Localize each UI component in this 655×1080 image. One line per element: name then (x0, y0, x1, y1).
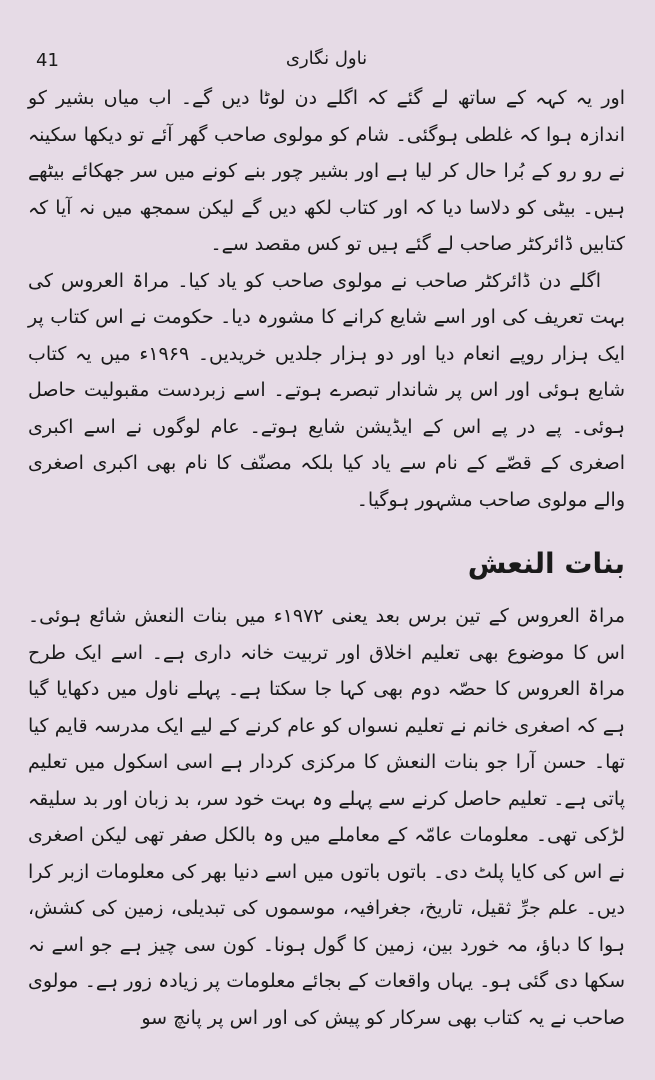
running-head: ناول نگاری (285, 48, 368, 69)
paragraph-1: اور یہ کہہ کے ساتھ لے گئے کہ اگلے دن لوٹا دیں گے۔ اب میاں بشیر کو اندازہ ہوا کہ غلطی ہوگئی۔ شام کو مولوی صاحب گھر آئے تو دیکھا سکینہ نے رو رو کے بُرا حال کر لیا ہے اور بشیر چور بنے کونے میں سر جھکائے بیٹھے ہیں۔ بیٹی کو دلاسا دیا کہ اور کتاب لکھ دیں گے لیکن سمجھ میں نہ آیا کہ کتابیں ڈائرکٹر صاحب لے گئے ہیں تو کس مقصد سے۔ (28, 87, 625, 255)
page-number: 41 (36, 50, 59, 71)
section-title: بنات النعش (467, 547, 625, 580)
page-header (28, 40, 625, 80)
paragraph-2: اگلے دن ڈائرکٹر صاحب نے مولوی صاحب کو یاد کیا۔ مراۃ العروس کی بہت تعریف کی اور اسے شایع کرانے کا مشورہ دیا۔ حکومت نے اس کتاب پر ایک ہزار روپے انعام دیا اور دو ہزار جلدیں خریدیں۔ ۱۹۶۹ء میں یہ کتاب شایع ہوئی اور اس پر شاندار تبصرے ہوتے۔ اسے زبردست مقبولیت حاصل ہوئی۔ پے در پے اس کے ایڈیشن شایع ہوتے۔ عام لوگوں نے اسے اکبری اصغری کے قصّے کے نام سے یاد کیا بلکہ مصنّف کا نام بھی اکبری اصغری والے مولوی صاحب مشہور ہوگیا۔ (28, 269, 625, 511)
paragraph-3: مراۃ العروس کے تین برس بعد یعنی ۱۹۷۲ء میں بنات النعش شائع ہوئی۔ اس کا موضوع بھی تعلیم اخلاق اور تربیت خانہ داری ہے۔ اسے ایک طرح مراۃ العروس کا حصّہ دوم بھی کہا جا سکتا ہے۔ پہلے ناول میں دکھایا گیا ہے کہ اصغری خانم نے تعلیم نسواں کو عام کرنے کے لیے ایک مدرسہ قایم کیا تھا۔ حسن آرا جو بنات النعش کا مرکزی کردار ہے اسی اسکول میں تعلیم پاتی ہے۔ تعلیم حاصل کرنے سے پہلے وہ بہت خود سر، بد زبان اور بد سلیقہ لڑکی تھی۔ معلومات عامّہ کے معاملے میں وہ بالکل صفر تھی لیکن اصغری نے اس کی کایا پلٹ دی۔ باتوں باتوں میں اسے دنیا بھر کی معلومات ازبر کرا دیں۔ علم جرِّ ثقیل، تاریخ، جغرافیہ، موسموں کی تبدیلی، زمین کی کشش، ہوا کا دباؤ، مہ خورد بین، زمین کا گول ہونا۔ کون سی چیز ہے جو اسے نہ سکھا دی گئی ہو۔ یہاں واقعات کے بجائے معلومات پر زیادہ زور ہے۔ مولوی صاحب نے یہ کتاب بھی سرکار کو پیش کی اور اس پر پانچ سو (28, 605, 625, 1029)
